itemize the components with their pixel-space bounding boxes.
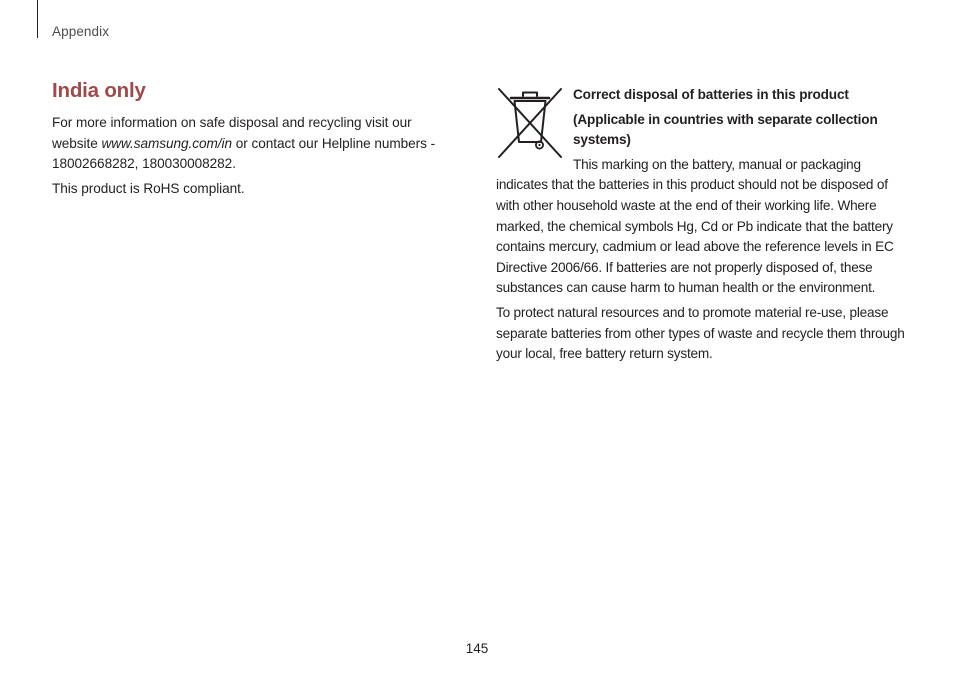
rohs-compliance-paragraph: This product is RoHS compliant. <box>52 180 245 196</box>
crossed-out-wheeled-bin-icon <box>496 85 564 159</box>
india-only-section <box>52 78 452 203</box>
recycling-info-text-end: or contact our Helpline numbers - 18002668282, 180030008282. <box>52 135 436 172</box>
battery-marking-paragraph: This marking on the battery, manual or packaging indicates that the batteries in this product should not be disposed of with other household waste at the end of their working life. Where marked, the chemical symbols Hg, Cd or Pb indicate that the battery contains mercury, cadmium or lead above the reference levels in EC Directive 2006/66. If batteries are not properly disposed of, these substances can cause harm to human health or the environment. <box>496 156 894 296</box>
battery-disposal-section <box>496 85 906 369</box>
recycling-info-text-start: For more information on safe disposal and recycling visit our website <box>52 115 412 151</box>
section-label: Appendix <box>52 24 110 39</box>
section-heading: India only <box>52 79 146 102</box>
battery-disposal-title: Correct disposal of batteries in this product <box>573 87 849 102</box>
battery-recycling-paragraph: To protect natural resources and to promote material re-use, please separate batteries from other types of waste and recycle them through your local, free battery return system. <box>496 304 905 362</box>
battery-disposal-subtitle: (Applicable in countries with separate collection systems) <box>573 111 878 148</box>
recycling-info-paragraph <box>52 113 452 175</box>
margin-rule <box>37 0 38 38</box>
page-number: 145 <box>465 641 489 656</box>
samsung-website-link[interactable]: www.samsung.com/in <box>101 135 233 151</box>
